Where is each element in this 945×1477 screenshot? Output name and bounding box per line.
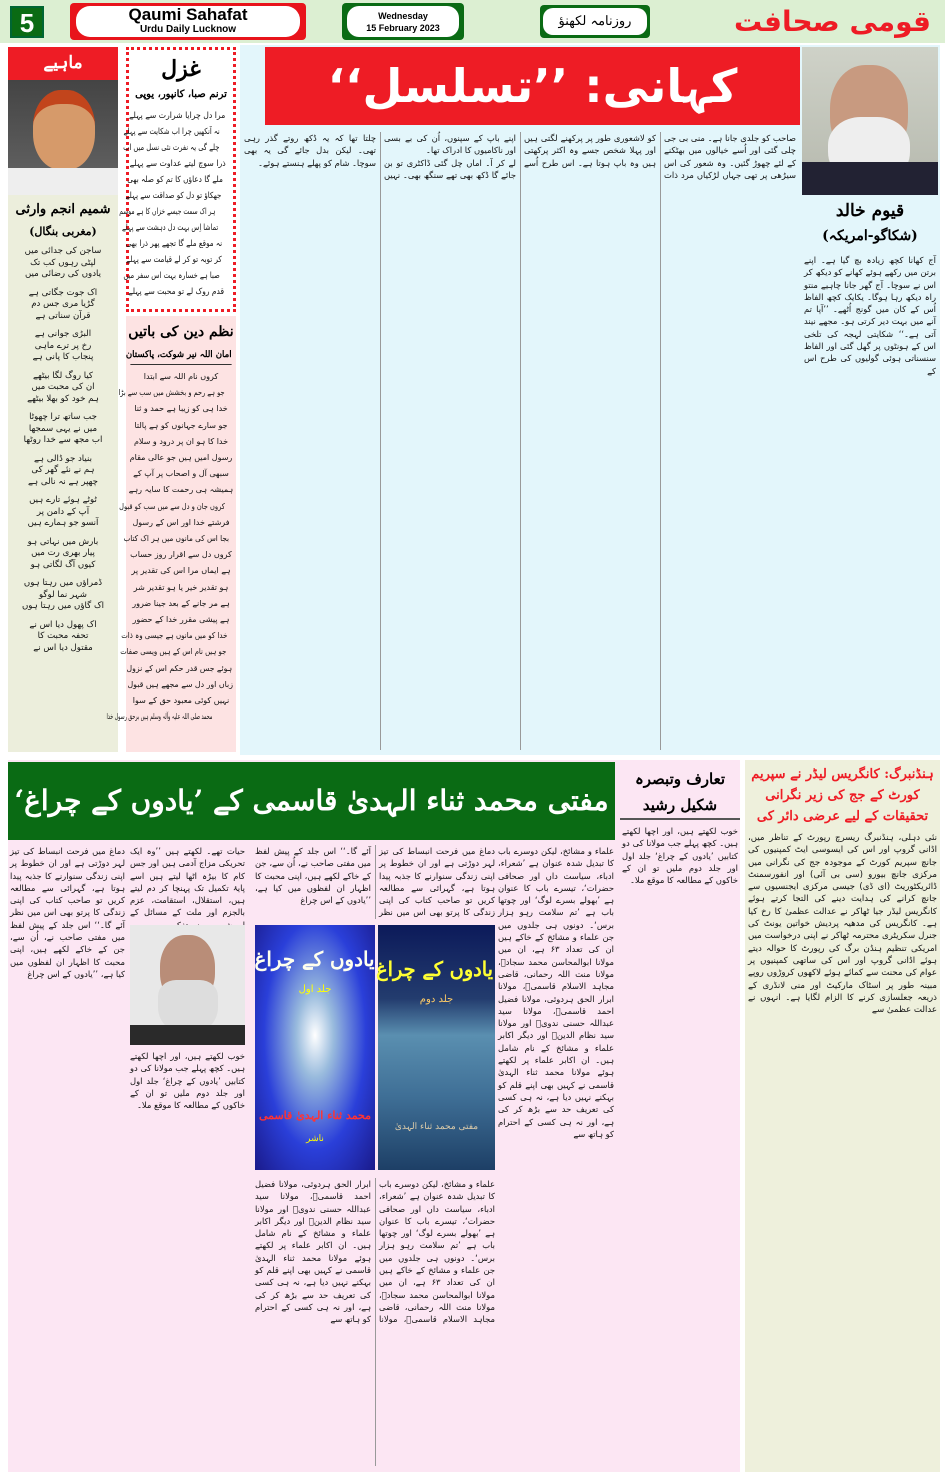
poem-line: ذرا سوچ لیتے عداوت سے پہلے — [129, 158, 226, 168]
book-cover-volume-2 — [378, 925, 495, 1170]
poem-line: اک پھول دیا اس نے تحفہ محبت کا مقتول دیا اس نے — [29, 619, 97, 653]
poem-line: ٹوٹے ہوئے تارے ہیں آپ کے دامن پر آنسو جو ہمارے ہیں — [27, 495, 99, 528]
poem-line: محمد صلی اللہ علیہ وآلہ وسلم ہیں برحق رسول خدا — [106, 712, 213, 722]
poem-line: جو ہے رحم و بخشش میں سب سے بڑا — [118, 388, 225, 398]
poem-line: ڈمراؤں میں رہتا ہوں شہر نما لوگو اک گاؤں میں رہتا ہوں — [21, 578, 105, 611]
review-paragraph: علماء و مشائخ، لیکن دوسرے باب کا تبدیل شدہ عنوان ہے ’شعراء، ادباء، سیاست داں اور صحافی حضرات‘، تیسرے باب کا عنوان ہے ’بھولے بسرے لوگ‘ اور چوتھا باب ہے ’تم سلامت رہو ہزار برس‘۔ دونوں ہی جلدوں میں جن علماء و مشائخ کے خاکے ہیں ان کی تعداد ۶۳ ہے، ان میں مولانا ابوالمحاسن محمد سجادؒ، مولانا منت اللہ رحمانی، قاضی مجاہد الاسلام قاسمیؒ، مولانا ابرار الحق ہردوئی، مولانا فضیل احمد قاسمیؒ، مولانا سید عبداللہ حسنی ندویؒ اور مولانا سید نظام الدینؒ اور دیگر اکابر علماء و مشائخ کے نام شامل ہیں۔ ان اکابر علماء پر لکھتے ہوئے مولانا محمد ثناء الہدیٰ قاسمی نے کہیں بھی اپنے قلم کو بہکنے نہیں دیا ہے، نہ ہی کسی کی تعریف حد سے بڑھ کر کی ہے، اور نہ ہی کسی کے احترام کو ہاتھ سے — [255, 1179, 495, 1325]
urdu-logo: قومی صحافت — [733, 5, 932, 38]
poet-photo — [8, 80, 118, 195]
poem-line: ملے گا دعاؤں کا تم کو صلہ بھی — [127, 174, 223, 184]
poem-line: ہمیشہ ہی رحمت کا سایہ رہے — [128, 485, 234, 495]
story-author: قیوم خالد — [835, 201, 905, 221]
poem-line: ہر اک سمت جیسے خزاں کا ہے موسم — [119, 206, 216, 216]
masthead-english — [70, 3, 306, 40]
maahiye-heading: ماہیے — [8, 47, 118, 80]
ghazal-heading: غزل — [161, 56, 201, 82]
poem-line: فرشتے خدا اور اس کے رسول — [132, 517, 230, 527]
poem-line: البڑی جوانی ہے رخ پر ترے ماہی پنجاب کا پانی ہے — [32, 329, 94, 362]
book-cover-volume-1 — [255, 925, 375, 1170]
poem-line: کروں دل سے اقرار روز حساب — [130, 550, 232, 560]
review-byline-column — [620, 766, 740, 1468]
ghazal-poet: ترنم صبا، کانپور، یوپی — [135, 89, 227, 100]
cover-title: یادوں کے چراغ — [376, 957, 494, 981]
masthead-subtitle: Urdu Daily Lucknow — [139, 24, 237, 35]
poem-line: ہوئے جس قدر حکم اس کے نزول — [126, 663, 233, 673]
review-paragraph: خوب لکھتے ہیں، اور اچھا لکھتے ہیں۔ کچھ پہلے جب مولانا کی دو کتابیں ’یادوں کے چراغ‘ جلد اول اور جلد دوم ملیں تو ان کے خاکوں کے مطالعہ کا موقع ملا۔ — [130, 1051, 245, 1111]
poem-line: صبا ہے خسارہ بہت اس سفر میں — [123, 270, 220, 280]
poem-line: کیا روگ لگا بیٹھے ان کی محبت میں ہم خود کو بھلا بیٹھے — [27, 370, 99, 404]
review-section-label: تعارف وتبصرہ — [634, 770, 725, 788]
story-headline: کہانی: ’’تسلسل‘‘ — [265, 47, 800, 125]
story-author-column — [802, 198, 938, 750]
poem-line: خدا کو میں مانوں ہے جیسی وہ ذات — [121, 631, 228, 641]
poem-line: بنیاد جو ڈالی ہے ہم نے نئے گھر کی چھپر ہے نہ نالی ہے — [28, 453, 98, 487]
book-review-headline: مفتی محمد ثناء الہدیٰ قاسمی کے ’یادوں کے چراغ‘ — [8, 762, 615, 840]
nazm-box — [106, 316, 236, 752]
author-photo — [802, 47, 938, 195]
news-body: نئی دہلی، ہنڈنبرگ ریسرچ رپورٹ کے تناظر میں، اڈانی گروپ اور اس کی ایسوسی ایٹ کمپنیوں کی جانچ سپریم کورٹ کے موجودہ جج کی نگرانی میں مرکزی جانچ بیورو (سی بی آئی) اور انفورسمنٹ ڈائریکٹوریٹ (ای ڈی) جیسی مرکزی ایجنسیوں سے جانچ کرانے کی ہدایت دینے کی التجا کرتے ہوئے کانگریس لیڈر جیا ٹھاکر نے عدالت عظمیٰ کا رخ کیا ہے۔ کانگریس کی مدھیہ پردیش خواتین یونٹ کی جنرل سکریٹری محترمہ ٹھاکر نے اپنی درخواست میں امریکی تنظیم ہنڈن برگ کی رپورٹ کا حوالہ دیتے ہوئے اڈانی گروپ اور اس کی ساتھی کمپنیوں پر عوام کی محنت سے کمائے ہوئے لاکھوں کروڑوں روپے مبینہ طور پر اسٹاک مارکیٹ اور منی لانڈری کے ذریعہ جعلسازی کرنے کا الزام لگایا ہے۔ انہوں نے عدالت عظمیٰ سے — [748, 833, 937, 1016]
poem-line: کر توبہ تو کر لے قیامت سے پہلے — [126, 254, 222, 264]
cover-volume: جلد دوم — [419, 994, 454, 1005]
poem-line: ہے پیشی مقرر خدا کے حضور — [132, 615, 230, 625]
story-intro: آج کھانا کچھ زیادہ بچ گیا ہے۔ اپنے برتن میں رکھے ہوئے کھانے کو دیکھ کر اس نے سوچا۔ آج گھر جانا چاہیے منتو راہ دیکھ رہا ہوگا۔ یکایک کچھ الفاظ اُس کے کان میں گونج اُٹھے۔ ’’آپا تم آنے میں بہت دیر کرتی ہو۔ مجھے نیند آتی ہے۔‘‘ شکایتی لہجہ کی تلخی اس کے ہونٹوں پر گھل گئی اور الفاظ سنسناتی ہوئی گولیوں کی طرح اس کے — [804, 255, 936, 376]
poem-line: ساجن کی جدائی میں لپٹی رہوں کب تک یادوں کی رضائی میں — [24, 246, 102, 279]
nazm-poet: امان اللہ نیر شوکت، پاکستان — [130, 346, 231, 365]
cover-volume: جلد اول — [298, 984, 332, 995]
ghazal-lines — [119, 107, 229, 299]
review-paragraph: حیات تھے۔ لکھتے ہیں ’’وہ ایک تحریکی مزاج آدمی ہیں اور جس کام کا بیڑہ اٹھا لیتے ہیں اسے پایۂ تکمیل تک پہنچا کر دم لیتے ہیں، استقلال، استقامت، عزم بالجزم اور ملت کے مسائل کے — [130, 846, 245, 918]
cover-publisher: ناشر — [306, 1134, 324, 1144]
news-headline: ہنڈنبرگ: کانگریس لیڈر نے سپریم کورٹ کے جج کی زیر نگرانی تحقیقات کے لیے عرضی دائر کی — [751, 767, 934, 824]
cover-author: محمد ثناء الہدیٰ قاسمی — [258, 1109, 372, 1122]
poem-line: ہے ایماں مرا اس کی تقدیر پر — [131, 566, 231, 576]
reviewed-author-photo — [130, 925, 245, 1045]
poem-line: چلے گی یہ نفرت نئی نسل میں اب — [123, 142, 220, 152]
cover-author: مفتی محمد ثناء الہدیٰ — [394, 1122, 479, 1132]
story-paragraph: لے کر آ۔ اماں چل گئی ڈاکٹری تو بن جائے گا ڈکھ بھی تھے سنگھ بھی۔ نہیں چلتا تھا کہ یہ ڈکھ روتے گذر رہی تھی۔ لیکن بدل جائے گی یہ بھی سوچا۔ شام کو پھلے ہنستے ہوئے۔ — [244, 133, 516, 180]
page-number: 5 — [10, 6, 44, 38]
review-intro: خوب لکھتے ہیں، اور اچھا لکھتے ہیں۔ کچھ پہلے جب مولانا کی دو کتابیں ’یادوں کے چراغ‘ جلد اول اور جلد دوم ملیں تو ان کے خاکوں کے مطالعہ کا موقع ملا۔ — [622, 826, 738, 886]
date-box — [342, 3, 464, 40]
poem-line: ہو تقدیر خیر یا ہو تقدیر شر — [133, 582, 229, 592]
poem-line: خدا ہی کو زیبا ہے حمد و ثنا — [134, 404, 228, 414]
review-paragraph: دماغ میں فرحت انبساط کی تیز لہر دوڑتی ہے اور ان خطوط پر اپنی زندگی سنوارنے کا جذبہ پیدا ہوتا ہے، گہرائی سے مطالعہ کریں تو صاحب کتاب کی اپنی زندگی کا پرتو بھی اس میں نظر آئے گا۔‘‘ اس جلد کے پیش لفظ میں مفتی صاحب نے، اُن سے، جن کے خاکے لکھے ہیں، اپنی محبت کا اظہار ان لفظوں میں کیا ہے، ’’یادوں کے اس چراغ — [10, 846, 125, 979]
poem-line: جب ساتھ ترا چھوٹا میں نے یہی سمجھا اب مجھ سے خدا روٹھا — [23, 412, 103, 445]
poem-line: ہے مر جانے کے بعد جینا ضرور — [132, 598, 230, 608]
poem-line: جو ہیں نام اس کے ہیں ویسی صفات — [120, 647, 227, 657]
review-paragraph: علماء و مشائخ، لیکن دوسرے باب کا تبدیل شدہ عنوان ہے ’شعراء، ادباء، سیاست داں اور صحافی حضرات‘، تیسرے باب کا عنوان ہے ’بھولے بسرے لوگ‘ اور چوتھا باب ہے ’تم سلامت رہو ہزار برس‘۔ دونوں ہی جلدوں میں جن علماء و مشائخ کے خاکے ہیں ان کی تعداد ۶۳ ہے، ان میں مولانا ابوالمحاسن محمد سجادؒ، مولانا منت اللہ رحمانی، قاضی مجاہد الاسلام قاسمیؒ، مولانا ابرار الحق ہردوئی، مولانا فضیل احمد قاسمیؒ، مولانا سید عبداللہ حسنی ندویؒ اور مولانا سید نظام الدینؒ اور دیگر اکابر علماء و مشائخ کے نام شامل ہیں۔ ان اکابر علماء پر لکھتے ہوئے مولانا محمد ثناء الہدیٰ قاسمی نے کہیں بھی اپنے قلم کو بہکنے نہیں دیا ہے، نہ ہی کسی کی تعریف حد سے بڑھ کر کی ہے، اور نہ ہی کسی کے احترام کو ہاتھ سے — [498, 846, 614, 1139]
nazm-heading: نظم دین کی باتیں — [128, 324, 234, 340]
maahiye-poet: شمیم انجم وارثی — [15, 202, 111, 217]
poem-line: جھکاؤ تو دل کو صداقت سے پہلے — [125, 190, 222, 200]
story-author-location: (شکاگو-امریکہ) — [822, 228, 918, 244]
poem-line: بجا اس کی مانوں میں ہر اک کتاب — [123, 534, 230, 544]
cover-title: یادوں کے چراغ — [254, 947, 375, 971]
poem-line: خدا کا ہو ان پر درود و سلام — [133, 436, 229, 446]
poem-line: کروں جان و دل سے میں سب کو قبول — [119, 501, 225, 511]
story-paragraph: صاحب کو جلدی جانا ہے۔ منی بی جی چلی گئی اور اُسے خیالوں میں بھٹکنے کے لئے چھوڑ گئیں۔ وہ شعور کی اس سیڑھی پر تھی جہاں لڑکیاں مرد ذات کو لاشعوری طور پر پرکھنے لگتی ہیں اور پہلا شخص جسے وہ اکثر پرکھتی ہیں وہ باپ ہوتا ہے۔ اس طرح اُسے اپنے باپ کے سپنوں، اُن کی بے بسی اور ناکامیوں کا ادراک تھا۔ — [384, 133, 796, 180]
poem-line: قدم روک لے تو محبت سے پہلے — [128, 286, 225, 296]
masthead-title: Qaumi Sahafat — [128, 5, 248, 24]
maahiye-text-column — [8, 198, 118, 750]
review-paragraph: دماغ میں فرحت انبساط کی تیز لہر دوڑتی ہے اور ان خطوط پر اپنی زندگی سنوارنے کا جذبہ پیدا ہوتا ہے، گہرائی سے مطالعہ کریں تو صاحب کتاب کی اپنی زندگی کا پرتو بھی اس میں نظر آئے گا۔‘‘ اس جلد کے پیش لفظ میں مفتی صاحب نے، اُن سے، جن کے خاکے لکھے ہیں، اپنی محبت کا اظہار ان لفظوں میں کیا ہے، ’’یادوں کے اس چراغ — [255, 846, 495, 918]
poem-line: اک جوت جگاتی ہے گڑیا مری جس دم قرآن سناتی ہے — [28, 287, 98, 321]
ghazal-box — [119, 47, 236, 312]
roznama-label: روزنامہ لکھنؤ — [543, 8, 647, 35]
poem-line: کروں نام اللہ سے ابتدا — [143, 372, 219, 381]
poem-line: تماشا اِس بہت دل دہشت سے پہلے — [121, 222, 219, 232]
poem-line: مرا دل چرایا شرارت سے پہلے — [129, 110, 226, 120]
news-section — [745, 760, 940, 1472]
poem-line: نہ موقع ملے گا تجھے پھر ذرا بھی — [125, 238, 223, 248]
poem-line: نہیں کوئی معبود حق کے سوا — [132, 696, 230, 706]
poem-line: سبھی آل و اصحاب پر آپ کے — [133, 469, 229, 479]
poem-line: جو سارے جہانوں کو ہے پالتا — [134, 420, 228, 430]
poem-line: نہ آنکھیں چرا اب شکایت سے پہلے — [123, 126, 220, 136]
roznama-box — [540, 5, 650, 38]
poem-line: بارش میں نہاتی ہو پیار بھری رت میں کیوں آگ لگاتی ہو — [27, 536, 99, 570]
review-author: شکیل رشید — [620, 792, 740, 820]
maahiye-location: (مغربی بنگال) — [29, 225, 97, 238]
nazm-lines — [106, 369, 234, 725]
maahiye-stanzas — [8, 246, 118, 661]
poem-line: رسول امیں ہیں جو عالی مقام — [129, 453, 233, 463]
story-body — [244, 132, 796, 750]
weekday: Wednesday — [378, 11, 428, 21]
date: 15 February 2023 — [366, 23, 440, 33]
poem-line: زباں اور دل سے مجھے ہیں قبول — [127, 679, 233, 689]
